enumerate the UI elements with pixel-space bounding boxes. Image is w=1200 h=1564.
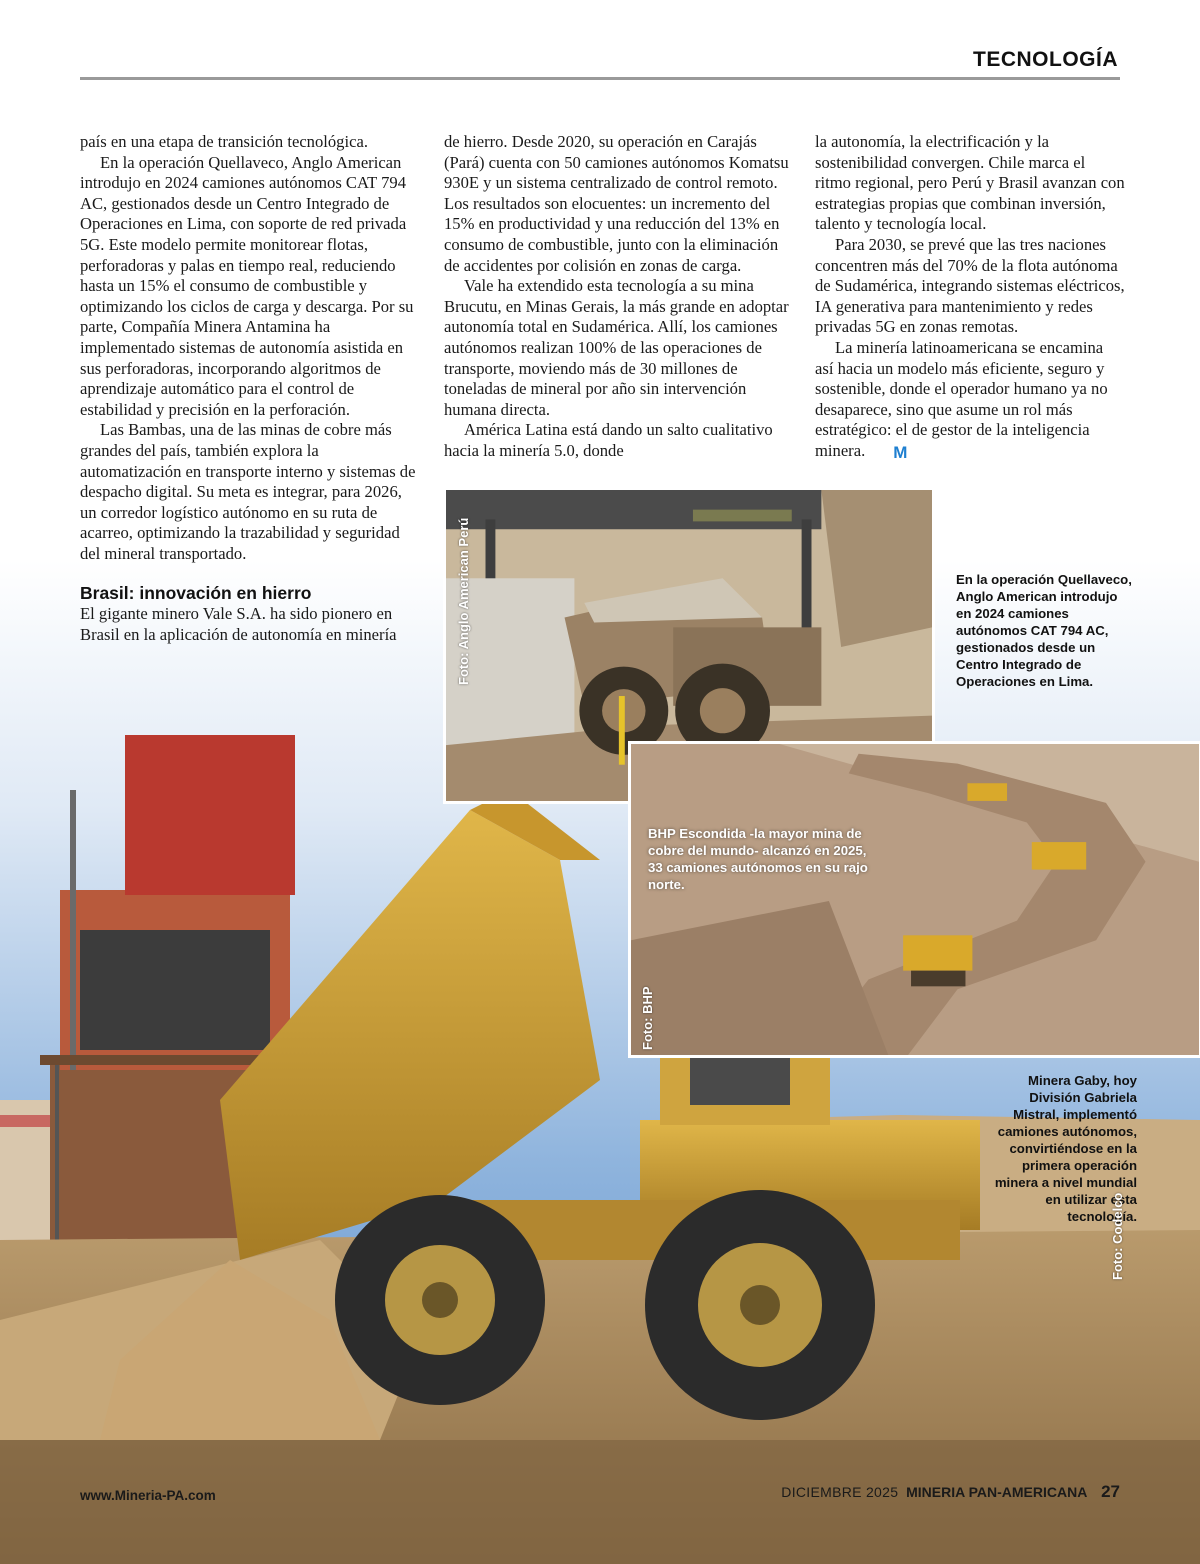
photo-caption: BHP Escondida -la mayor mina de cobre del mundo- alcanzó en 2025, 33 camiones autónomos en su rajo norte.: [648, 826, 868, 892]
paragraph: la autonomía, la electrificación y la sostenibilidad convergen. Chile marca el ritmo regional, pero Perú y Brasil avanzan con estrategias propias que combinan inversión, talento y tecnología local.: [815, 132, 1125, 234]
paragraph: de hierro. Desde 2020, su operación en Carajás (Pará) cuenta con 50 camiones autónomos Komatsu 930E y un sistema centralizado de control remoto. Los resultados son elocuentes: un incremento del 15% en productividad y una reducción del 13% en consumo de combustible, junto con la eliminación de accidentes por colisión en zonas de carga.: [444, 132, 789, 275]
photo-caption: Minera Gaby, hoy División Gabriela Mistral, implementó camiones autónomos, convirtiéndose en la primera operación minera a nivel mundial en utilizar esta tecnología.: [994, 1073, 1137, 1224]
paragraph: Las Bambas, una de las minas de cobre más grandes del país, también explora la automatización en transporte interno y sistemas de despacho digital. Su meta es integrar, para 2026, un corredor logístico autónomo en su ruta de acarreo, optimizando la trazabilidad y seguridad del mineral transportado.: [80, 420, 416, 563]
header-rule: [80, 77, 1120, 80]
subheading: Brasil: innovación en hierro: [80, 583, 312, 604]
paragraph-text: La minería latinoamericana se encamina así hacia un modelo más eficiente, seguro y sostenible, donde el operador humano ya no desaparece, sino que asume un rol más estratégico: el de gestor de la inteligencia minera.: [815, 337, 1108, 460]
photo-bhp-escondida-trucks: [628, 741, 1200, 1058]
article-column-1: [80, 132, 420, 646]
issue-date: DICIEMBRE 2025: [781, 1484, 899, 1500]
paragraph: país en una etapa de transición tecnológica.: [80, 132, 368, 151]
article-column-3: [815, 132, 1125, 464]
paragraph: El gigante minero Vale S.A. ha sido pionero en Brasil en la aplicación de autonomía en minería: [80, 604, 397, 645]
page-number: 27: [1101, 1482, 1120, 1501]
photo-credit: Foto: Codelco: [1110, 1192, 1125, 1280]
article-column-2: [444, 132, 794, 462]
paragraph: Vale ha extendido esta tecnología a su mina Brucutu, en Minas Gerais, la más grande en adoptar autonomía total en Sudamérica. Allí, los camiones autónomos realizan 100% de las operaciones de transporte, moviendo más de 30 millones de toneladas de mineral por año sin intervención humana directa.: [444, 276, 789, 419]
paragraph: América Latina está dando un salto cualitativo hacia la minería 5.0, donde: [444, 420, 773, 460]
footer-issue-info: [781, 1482, 1120, 1502]
photo-caption: En la operación Quellaveco, Anglo American introdujo en 2024 camiones autónomos CAT 794 AC, gestionados desde un Centro Integrado de Operaciones en Lima.: [956, 572, 1132, 689]
photo-credit: Foto: BHP: [640, 986, 655, 1050]
paragraph: Para 2030, se prevé que las tres naciones concentren más del 70% de la flota autónoma de Sudamérica, integrando sistemas eléctricos, IA generativa para mantenimiento y redes privadas 5G en zonas remotas.: [815, 234, 1125, 337]
website-link[interactable]: www.Mineria-PA.com: [80, 1488, 216, 1503]
section-label: TECNOLOGÍA: [973, 48, 1118, 71]
paragraph: [815, 338, 1125, 464]
magazine-name: MINERIA PAN-AMERICANA: [906, 1484, 1088, 1500]
end-of-article-logo-icon: M: [893, 442, 907, 462]
paragraph: En la operación Quellaveco, Anglo American introdujo en 2024 camiones autónomos CAT 794 AC, gestionados desde un Centro Integrado de Operaciones en Lima, con soporte de red privada 5G. Este modelo permite monitorear flotas, perforadoras y palas en tiempo real, reduciendo hasta un 15% el consumo de combustible y optimizando los ciclos de carga y descarga. Por su parte, Compañía Minera Antamina ha implementado sistemas de autonomía asistida en sus perforadoras, incorporando algoritmos de aprendizaje automático para el control de estabilidad y precisión en la perforación.: [80, 152, 414, 419]
photo-credit: Foto: Anglo American Perú: [456, 517, 471, 685]
